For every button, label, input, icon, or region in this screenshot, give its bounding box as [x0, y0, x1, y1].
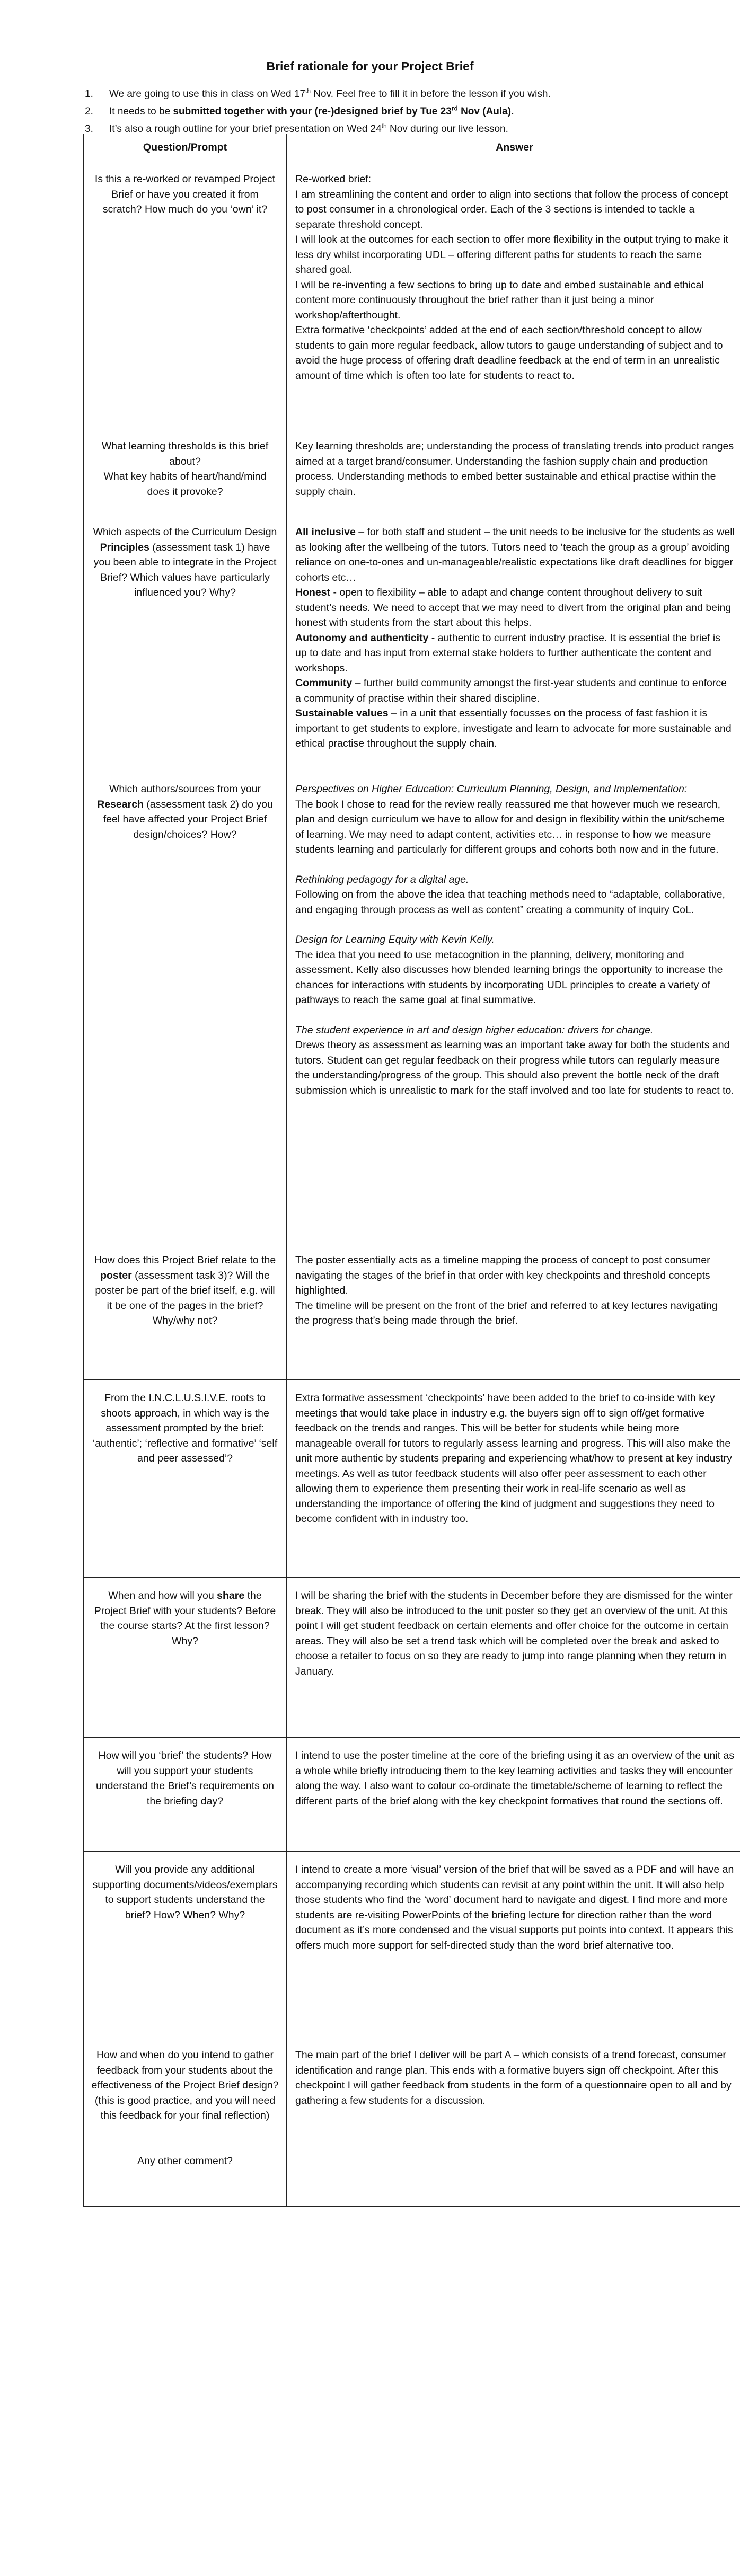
question-cell: How and when do you intend to gather feedback from your students about the effectiveness of the Project Brief design? (this is good practice, and you will need this feedback for your final reflection) — [84, 2037, 287, 2143]
instruction-number: 3. — [85, 123, 93, 135]
table-row — [84, 2037, 740, 2143]
instruction-item — [85, 85, 684, 103]
question-cell: Any other comment? — [84, 2143, 287, 2207]
question-cell: When and how will you share the Project Brief with your students? Before the course starts? At the first lesson? Why? — [84, 1578, 287, 1738]
instruction-text: It’s also a rough outline for your brief presentation on Wed 24 — [109, 123, 382, 135]
instruction-bold-text: Nov (Aula). — [457, 106, 514, 117]
superscript: th — [305, 87, 311, 95]
answer-cell: Re-worked brief: I am streamlining the content and order to align into sections that follow the process of concept to post consumer in a chronological order. Each of the 3 sections is intended to tackle a separate threshold concept. I will look at the outcomes for each section to offer more flexibility in the output trying to make it less dry whilst incorporating UDL – offering different paths for students to reach the same shared goal. I will be re-inventing a few sections to bring up to date and embed sustainable and ethical content more continuously throughout the brief rather than it just being a minor workshop/afterthought. Extra formative ‘checkpoints’ added at the end of each section/threshold concept to allow students to gain more regular feedback, allow tutors to gauge understanding of subject and to avoid the huge process of offering draft deadline feedback at the end of term in an unrealistic amount of time which is often too late for students to react to. — [287, 161, 740, 428]
answer-cell: I intend to use the poster timeline at the core of the briefing using it as an overview of the unit as a whole while briefly introducing them to the key learning activities and tasks they will encounter along the way. I also want to colour co-ordinate the timetable/scheme of learning to reflect the different parts of the brief along with the key checkpoint formatives that round the sections off. — [287, 1738, 740, 1852]
instruction-text: Nov during our live lesson. — [386, 123, 508, 135]
question-cell: What learning thresholds is this brief about? What key habits of heart/hand/mind does it provoke? — [84, 428, 287, 514]
answer-cell: All inclusive – for both staff and student – the unit needs to be inclusive for the students as well as looking after the wellbeing of the tutors. Tutors need to ‘teach the group as a group’ avoiding reliance on one-to-ones and un-manageable/realistic expectations like draft deadlines for bigger cohorts etc… Honest - open to flexibility – able to adapt and change content throughout delivery to suit student’s needs. We need to accept that we may need to divert from the original plan and being honest with students from the start about this helps. Autonomy and authenticity - authentic to current industry practise. It is essential the brief is up to date and has input from external stake holders to further authenticate the content and workshops. Community – further build community amongst the first-year students and continue to enforce a community of practise within their shared discipline. Sustainable values – in a unit that essentially focusses on the process of fast fashion it is important to get students to explore, investigate and learn to advocate for more sustainable and ethical practise throughout the supply chain. — [287, 514, 740, 771]
instruction-text: We are going to use this in class on Wed 17 — [109, 88, 306, 100]
question-cell: Is this a re-worked or revamped Project Brief or have you created it from scratch? How much do you ‘own’ it? — [84, 161, 287, 428]
answer-cell: The main part of the brief I deliver will be part A – which consists of a trend forecast, consumer identification and range plan. This ends with a formative buyers sign off checkpoint. After this checkpoint I will gather feedback from students in the form of a questionnaire open to all and by gathering a few students for a discussion. — [287, 2037, 740, 2143]
instruction-text: Nov. Feel free to fill it in before the lesson if you wish. — [311, 88, 551, 100]
answer-cell: The poster essentially acts as a timeline mapping the process of concept to post consumer navigating the stages of the brief in that order with key checkpoints and threshold concepts highlighted. The timeline will be present on the front of the brief and referred to at key lectures navigating the progress that’s being made through the brief. — [287, 1242, 740, 1380]
answer-cell: I will be sharing the brief with the students in December before they are dismissed for the winter break. They will also be introduced to the unit poster so they get an overview of the unit. At this point I will get student feedback on certain elements and offer choice for the outcome in certain areas. They will also be set a trend task which will be completed over the break and asked to choose a retailer to focus on so they are ready to jump into range planning when they return in January. — [287, 1578, 740, 1738]
superscript: th — [381, 122, 387, 130]
answer-cell: I intend to create a more ‘visual’ version of the brief that will be saved as a PDF and will have an accompanying recording which students can revisit at any point within the unit. It will also help those students who find the ‘word’ document hard to navigate and digest. I find more and more students are re-visiting PowerPoints of the briefing lecture for direction rather than the word document as it’s more condensed and the visual supports put points into context. It appears this offers much more support for self-directed study than the word brief alternative too. — [287, 1852, 740, 2037]
column-header-question: Question/Prompt — [84, 134, 287, 161]
column-header-answer: Answer — [287, 134, 740, 161]
instruction-number: 2. — [85, 106, 93, 117]
instruction-bold-text: submitted together with your (re-)designed brief by Tue 23 — [173, 106, 452, 117]
rationale-table — [83, 134, 740, 2207]
table-row — [84, 2143, 740, 2207]
page-title: Brief rationale for your Project Brief — [266, 59, 474, 73]
table-row — [84, 1852, 740, 2037]
answer-cell: Perspectives on Higher Education: Curriculum Planning, Design, and Implementation: The book I chose to read for the review really reassured me that however much we research, plan and design curriculum we have to allow for and design in flexibility within the unit/scheme of learning. We may need to adapt content, activities etc… in response to how we measure students learning and particularly for different groups and cohorts both now and in the future. Rethinking pedagogy for a digital age. Following on from the above the idea that teaching methods need to “adaptable, collaborative, and engaging through process as well as content” creating a community of inquiry CoL. Design for Learning Equity with Kevin Kelly. The idea that you need to use metacognition in the planning, delivery, monitoring and assessment. Kelly also discusses how blended learning brings the opportunity to increase the chances for interactions with students by incorporating UDL principles to create a variety of pathways to reach the same goal at final summative. The student experience in art and design higher education: drivers for change. Drews theory as assessment as learning was an important take away for both the students and tutors. Student can get regular feedback on their progress while tutors can regularly measure the understanding/progress of the group. This should also prevent the bottle neck of the draft submission which is unrealistic to mark for the staff involved and too late for students to react to. — [287, 771, 740, 1242]
table-row — [84, 428, 740, 514]
instruction-number: 1. — [85, 88, 93, 100]
answer-cell-empty — [287, 2143, 740, 2207]
answer-cell: Extra formative assessment ‘checkpoints’ have been added to the brief to co-inside with key meetings that would take place in industry e.g. the buyers sign off to sign off/get formative feedback on the trends and ranges. This will be better for students while being more manageable overall for tutors to regularly assess learning and progress. This will also make the unit more authentic by students preparing and experiencing what/how to present at key industry meetings. As well as tutor feedback students will also offer peer assessment to each other allowing them to experience them presenting their work in real-life scenario as well as understanding the importance of offering the kind of judgment and suggestions they need to become confident with in industry too. — [287, 1380, 740, 1578]
table-row — [84, 514, 740, 771]
table-row — [84, 1242, 740, 1380]
table-row — [84, 771, 740, 1242]
question-cell: How will you ‘brief’ the students? How will you support your students understand the Brief’s requirements on the briefing day? — [84, 1738, 287, 1852]
instruction-item — [85, 103, 684, 120]
question-cell: Which authors/sources from your Research (assessment task 2) do you feel have affected your Project Brief design/choices? How? — [84, 771, 287, 1242]
table-row — [84, 1738, 740, 1852]
table-row — [84, 1380, 740, 1578]
table-row — [84, 1578, 740, 1738]
question-cell: From the I.N.C.L.U.S.I.V.E. roots to shoots approach, in which way is the assessment prompted by the brief: ‘authentic’; ‘reflective and formative’ ‘self and peer assessed’? — [84, 1380, 287, 1578]
table-row — [84, 161, 740, 428]
superscript: rd — [451, 104, 458, 112]
question-cell: How does this Project Brief relate to the poster (assessment task 3)? Will the poster be part of the brief itself, e.g. will it be one of the pages in the brief? Why/why not? — [84, 1242, 287, 1380]
answer-cell: Key learning thresholds are; understanding the process of translating trends into product ranges aimed at a target brand/consumer. Understanding the fashion supply chain and production process. Understanding methods to embed better sustainable and ethical practise within the supply chain. — [287, 428, 740, 514]
instructions-list — [85, 85, 684, 138]
table-header-row — [84, 134, 740, 161]
question-cell: Which aspects of the Curriculum Design Principles (assessment task 1) have you been able to integrate in the Project Brief? Which values have particularly influenced you? Why? — [84, 514, 287, 771]
question-cell: Will you provide any additional supporting documents/videos/exemplars to support students understand the brief? How? When? Why? — [84, 1852, 287, 2037]
instruction-text: It needs to be — [109, 106, 173, 117]
